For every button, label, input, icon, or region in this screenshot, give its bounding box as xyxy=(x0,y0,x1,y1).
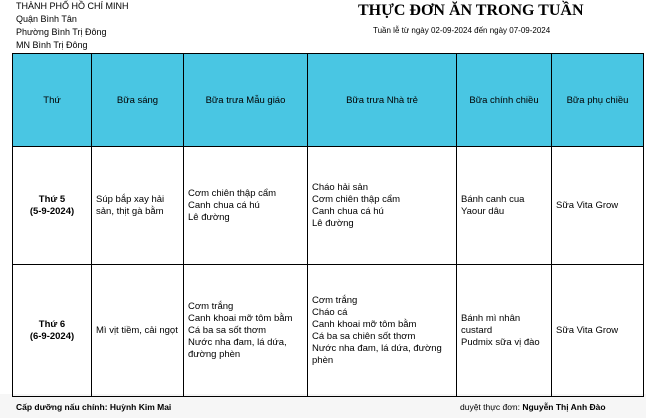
lunch-kindergarten-cell xyxy=(184,147,308,265)
cook-label: Cấp dưỡng nấu chính: xyxy=(16,402,108,412)
dish: sản, thịt gà bằm xyxy=(96,205,164,217)
org-line-school: MN Bình Trị Đông xyxy=(16,40,88,50)
day-cell xyxy=(13,147,92,265)
dish: phèn xyxy=(312,354,334,366)
dish: Canh khoai mỡ tôm bằm xyxy=(312,318,417,330)
lunch-nursery-cell xyxy=(308,147,457,265)
org-line-city: THÀNH PHỐ HỒ CHÍ MINH xyxy=(16,1,129,11)
dish: Sữa Vita Grow xyxy=(556,324,619,336)
dish: Cháo cá xyxy=(312,306,348,318)
header-afternoon-snack: Bữa phụ chiều xyxy=(552,54,644,147)
dish: custard xyxy=(461,324,493,336)
cook-signature xyxy=(16,402,171,412)
approver-label: duyệt thực đơn: xyxy=(460,402,520,412)
dish: Súp bắp xay hải xyxy=(96,193,165,205)
dish: Yaour dâu xyxy=(461,205,505,217)
dish: Bánh mì nhân xyxy=(461,312,521,324)
page-title: THỰC ĐƠN ĂN TRONG TUẦN xyxy=(358,2,584,19)
afternoon-main-cell xyxy=(457,265,552,397)
dish: Sữa Vita Grow xyxy=(556,199,619,211)
dish: Mì vịt tiềm, cải ngọt xyxy=(96,324,178,336)
dish: Cơm trắng xyxy=(312,294,358,306)
dish: Canh khoai mỡ tôm bằm xyxy=(188,312,293,324)
table-row xyxy=(13,265,644,397)
week-range: Tuần lễ từ ngày 02-09-2024 đến ngày 07-09-2024 xyxy=(373,26,551,35)
dish: Canh chua cá hú xyxy=(188,199,260,211)
dish: Nước nha đam, lá dứa, đường xyxy=(312,342,442,354)
dish: Pudmix sữa vị đào xyxy=(461,336,540,348)
table-row xyxy=(13,147,644,265)
afternoon-snack-cell xyxy=(552,265,644,397)
organization-block xyxy=(16,0,129,52)
breakfast-cell xyxy=(92,147,184,265)
cook-name: Huỳnh Kim Mai xyxy=(109,402,172,412)
breakfast-cell xyxy=(92,265,184,397)
approver-signature xyxy=(460,402,606,412)
header-afternoon-main: Bữa chính chiều xyxy=(457,54,552,147)
dish: Cháo hải sản xyxy=(312,181,368,193)
dish: Lê đường xyxy=(312,217,354,229)
table-header-row xyxy=(13,54,644,147)
day-name: Thứ 5 xyxy=(38,193,66,205)
dish: Cá ba sa chiên sốt thơm xyxy=(312,330,416,342)
dish: Cơm chiên thập cẩm xyxy=(312,193,401,205)
dish: đường phèn xyxy=(188,348,241,360)
lunch-kindergarten-cell xyxy=(184,265,308,397)
day-cell xyxy=(13,265,92,397)
dish: Bánh canh cua xyxy=(461,193,525,205)
header-lunch-kindergarten: Bữa trưa Mẫu giáo xyxy=(184,54,308,147)
dish: Cơm chiên thập cẩm xyxy=(188,187,277,199)
org-line-district: Quận Bình Tân xyxy=(16,14,77,24)
day-date: (5-9-2024) xyxy=(29,205,75,217)
day-name: Thứ 6 xyxy=(38,318,66,330)
header-day: Thứ xyxy=(13,54,92,147)
dish: Cơm trắng xyxy=(188,300,234,312)
header-lunch-nursery: Bữa trưa Nhà trẻ xyxy=(308,54,457,147)
lunch-nursery-cell xyxy=(308,265,457,397)
dish: Lê đường xyxy=(188,211,230,223)
menu-table xyxy=(12,53,644,397)
header-breakfast: Bữa sáng xyxy=(92,54,184,147)
org-line-ward: Phường Bình Trị Đông xyxy=(16,27,107,37)
afternoon-main-cell xyxy=(457,147,552,265)
day-date: (6-9-2024) xyxy=(29,330,75,342)
dish: Nước nha đam, lá dứa, xyxy=(188,336,287,348)
dish: Canh chua cá hú xyxy=(312,205,384,217)
afternoon-snack-cell xyxy=(552,147,644,265)
dish: Cá ba sa sốt thơm xyxy=(188,324,267,336)
approver-name: Nguyễn Thị Anh Đào xyxy=(522,402,606,412)
